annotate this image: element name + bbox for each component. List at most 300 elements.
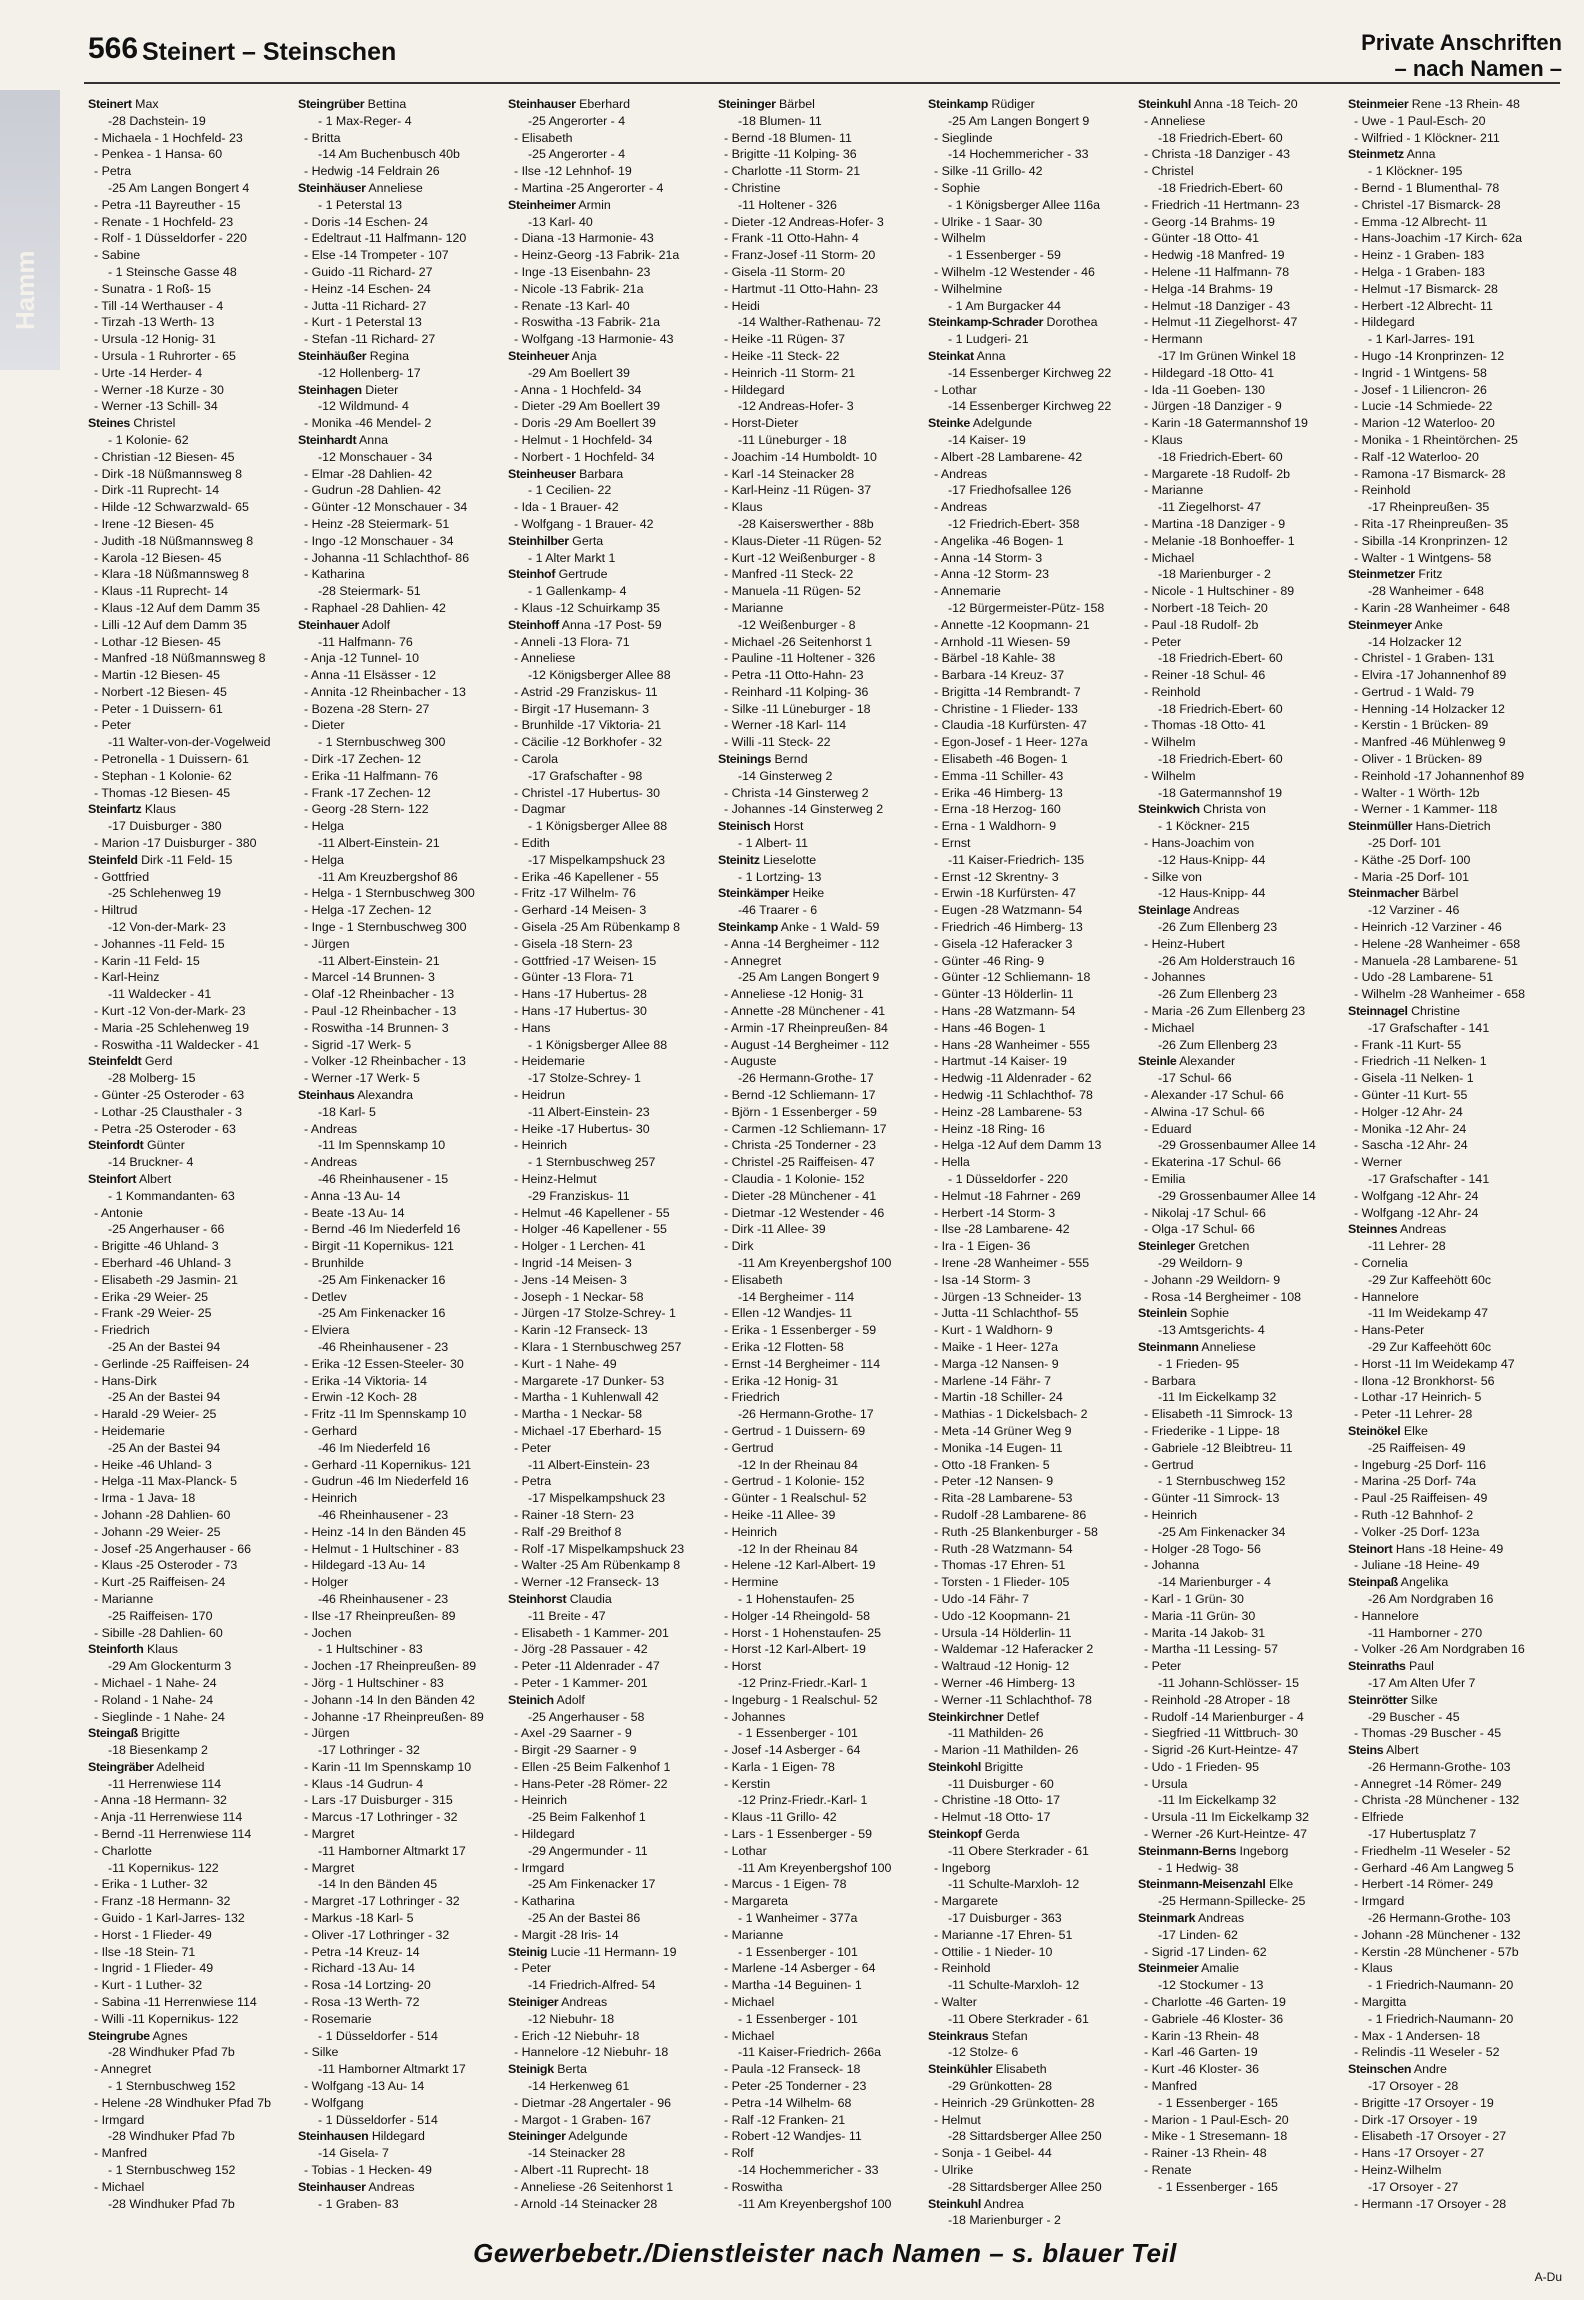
name-entry: - Heinz-Helmut — [514, 1172, 597, 1186]
name-entry: - Anna - 1 Hochfeld- 34 — [514, 382, 642, 397]
surname-entry — [1138, 1053, 1338, 1070]
page-title: Steinert – Steinschen — [142, 38, 397, 66]
name-entry: - Britta — [304, 130, 341, 145]
address-line: -11 Waldecker - 41 — [108, 987, 212, 1002]
address-line: - 1 Gallenkamp- 4 — [528, 584, 627, 599]
name-entry: - Edeltraut -11 Halfmann- 120 — [304, 231, 467, 246]
surname-entry — [508, 1944, 708, 1961]
name-entry: - Michael — [724, 2028, 775, 2043]
name-entry: - Christel -17 Hubertus- 30 — [514, 785, 660, 800]
address-line: -11 Schulte-Marxloh- 12 — [948, 1877, 1080, 1892]
address-line: -14 Steinacker 28 — [528, 2146, 626, 2161]
surname: Steinhaus — [298, 1088, 355, 1103]
name-entry: - Josef - 1 Liliencron- 26 — [1354, 382, 1487, 397]
name-entry: - Anja -11 Herrenwiese 114 — [94, 1810, 243, 1825]
entry-detail: Amalie — [1198, 1961, 1239, 1976]
section-heading-line-1: Private Anschriften — [1361, 30, 1562, 55]
name-entry: - Christa -28 Münchener - 132 — [1354, 1793, 1520, 1808]
name-entry: - Werner -18 Karl- 114 — [724, 718, 847, 733]
address-line: -25 Raiffeisen- 170 — [108, 1608, 213, 1623]
address-line: - 1 Hedwig- 38 — [1158, 1860, 1239, 1875]
surname: Steingaß — [88, 1726, 138, 1741]
surname-entry — [928, 1709, 1128, 1726]
name-entry: - Margitta — [1354, 1995, 1407, 2010]
name-entry: - Albert -28 Lambarene- 42 — [934, 449, 1083, 464]
surname-entry — [508, 1591, 708, 1608]
name-entry: - Armin -17 Rheinpreußen- 84 — [724, 1020, 888, 1035]
name-entry: - Kurt - 1 Waldhorn- 9 — [934, 1323, 1053, 1338]
section-heading-line-2: – nach Namen – — [1394, 56, 1562, 81]
name-entry: - Gisela -25 Am Rübenkamp 8 — [514, 920, 680, 935]
entry-detail: Detlef — [1003, 1709, 1040, 1724]
name-entry: - Kurt -12 Von-der-Mark- 23 — [94, 1004, 246, 1019]
address-line: - 1 Essenberger - 101 — [738, 1944, 858, 1959]
surname-entry — [508, 197, 708, 214]
name-entry: - Nicole - 1 Hultschiner - 89 — [1144, 584, 1295, 599]
name-entry: - Sabina -11 Herrenwiese 114 — [94, 1995, 257, 2010]
entry-detail: Sophie — [1186, 1306, 1229, 1321]
surname: Steinhardt — [298, 432, 357, 447]
address-line: -17 Hubertusplatz 7 — [1368, 1827, 1477, 1842]
name-entry: - Johannes -11 Feld- 15 — [94, 936, 225, 951]
name-entry: - Maike - 1 Heer- 127a — [934, 1339, 1058, 1354]
surname: Steinmetz — [1348, 147, 1404, 162]
name-entry: - Gottfried — [94, 869, 150, 884]
address-line: - 1 Hultschiner - 83 — [318, 1642, 423, 1657]
address-line: -17 Friedhofsallee 126 — [948, 483, 1072, 498]
surname: Steinheuer — [508, 348, 570, 363]
name-entry: - Jürgen -18 Danziger - 9 — [1144, 399, 1282, 414]
address-line: -11 Walter-von-der-Vogelweid — [108, 735, 271, 750]
name-entry: - Heinrich — [304, 1491, 358, 1506]
name-entry: - Raphael -28 Dahlien- 42 — [304, 600, 446, 615]
address-line: -11 Hamborner Altmarkt 17 — [318, 1843, 466, 1858]
name-entry: - Klara -18 Nüßmannsweg 8 — [94, 567, 249, 582]
name-entry: - Wolfgang -12 Ahr- 24 — [1354, 1188, 1479, 1203]
name-entry: - Karin -28 Wanheimer - 648 — [1354, 600, 1510, 615]
name-entry: - Helmut - 1 Hultschiner - 83 — [304, 1541, 459, 1556]
name-entry: - Udo -12 Koopmann- 21 — [934, 1608, 1071, 1623]
name-entry: - Bärbel -18 Kahle- 38 — [934, 651, 1056, 666]
name-entry: - Roland - 1 Nahe- 24 — [94, 1692, 214, 1707]
name-entry: - Günter -46 Ring- 9 — [934, 953, 1045, 968]
name-entry: - Irmgard — [1354, 1894, 1405, 1909]
name-entry: - Monika -14 Eugen- 11 — [934, 1440, 1063, 1455]
address-line: -29 Zur Kaffeehött 60c — [1368, 1272, 1492, 1287]
name-entry: - Sieglinde — [934, 130, 993, 145]
name-entry: - Otto -18 Franken- 5 — [934, 1457, 1050, 1472]
name-entry: - Antonie — [94, 1205, 143, 1220]
name-entry: - Hildegard -13 Au- 14 — [304, 1558, 426, 1573]
name-entry: - Marga -12 Nansen- 9 — [934, 1356, 1059, 1371]
name-entry: - Heinz-Wilhelm — [1354, 2163, 1442, 2178]
name-entry: - Elisabeth -11 Simrock- 13 — [1144, 1407, 1293, 1422]
name-entry: - Markus -18 Karl- 5 — [304, 1911, 414, 1926]
surname: Steinkraus — [928, 2028, 989, 2043]
surname: Steinkuhl — [1138, 97, 1192, 111]
name-entry: - Heike -17 Hubertus- 30 — [514, 1121, 650, 1136]
address-line: - 1 Düsseldorfer - 514 — [318, 2112, 438, 2127]
address-line: -11 Albert-Einstein- 21 — [318, 836, 440, 851]
name-entry: - Hermann — [1144, 332, 1203, 347]
name-entry: - Marion -17 Duisburger - 380 — [94, 836, 257, 851]
name-entry: - Heinrich — [514, 1793, 568, 1808]
name-entry: - Emma -12 Albrecht- 11 — [1354, 214, 1488, 229]
name-entry: - Ralf -12 Waterloo- 20 — [1354, 449, 1479, 464]
name-entry: - Martina -25 Angerorter - 4 — [514, 180, 664, 195]
surname: Steingrube — [88, 2028, 150, 2043]
name-entry: - Rudolf -14 Marienburger - 4 — [1144, 1709, 1304, 1724]
surname-entry — [508, 348, 708, 365]
name-entry: - Maria -26 Zum Ellenberg 23 — [1144, 1004, 1306, 1019]
name-entry: - Arnhold -11 Wiesen- 59 — [934, 634, 1071, 649]
name-entry: - Hildegard — [1354, 315, 1415, 330]
address-line: -11 Obere Sterkrader - 61 — [948, 2011, 1089, 2026]
name-entry: - Sibilla -14 Kronprinzen- 12 — [1354, 533, 1508, 548]
surname: Steinhäuser — [298, 180, 366, 195]
name-entry: - Diana -13 Harmonie- 43 — [514, 231, 654, 246]
name-entry: - Brigitte -46 Uhland- 3 — [94, 1239, 219, 1254]
name-entry: - Hildegard -18 Otto- 41 — [1144, 365, 1275, 380]
name-entry: - Horst - 1 Flieder- 49 — [94, 1927, 212, 1942]
name-entry: - Holger -28 Togo- 56 — [1144, 1541, 1261, 1556]
name-entry: - Brigitta -14 Rembrandt- 7 — [934, 684, 1081, 699]
name-entry: - Claudia - 1 Kolonie- 152 — [724, 1172, 865, 1186]
address-line: -18 Friedrich-Ebert- 60 — [1158, 701, 1283, 716]
entry-detail: Adelgunde — [565, 2129, 628, 2144]
name-entry: - Erwin -12 Koch- 28 — [304, 1390, 417, 1405]
surname-entry — [928, 2196, 1128, 2213]
name-entry: - Annette -28 Münchener - 41 — [724, 1004, 886, 1019]
name-entry: - Elisabeth — [514, 130, 573, 145]
entry-detail: Dorothea — [1043, 315, 1098, 330]
surname: Steinökel — [1348, 1423, 1401, 1438]
name-entry: - Hartmut -14 Kaiser- 19 — [934, 1054, 1067, 1069]
name-entry: - Sonja - 1 Geibel- 44 — [934, 2146, 1052, 2161]
entry-detail: Christine — [1407, 1004, 1460, 1019]
name-entry: - Werner -26 Kurt-Heintze- 47 — [1144, 1827, 1307, 1842]
name-entry: - Annegret — [94, 2062, 152, 2077]
name-entry: - Ruth -28 Watzmann- 54 — [934, 1541, 1073, 1556]
name-entry: - Herbert -14 Römer- 249 — [1354, 1877, 1494, 1892]
name-entry: - Annita -12 Rheinbacher - 13 — [304, 684, 466, 699]
footer-code: A-Du — [1534, 2270, 1562, 2284]
name-entry: - Ernst — [934, 836, 971, 851]
surname: Steinisch — [718, 819, 771, 834]
name-entry: - Klaus -12 Schuirkamp 35 — [514, 600, 661, 615]
name-entry: - Waldemar -12 Haferacker 2 — [934, 1642, 1094, 1657]
name-entry: - Dirk -17 Zechen- 12 — [304, 752, 422, 767]
name-entry: - Christa -18 Danziger - 43 — [1144, 147, 1290, 162]
name-entry: - Silke -11 Grillo- 42 — [934, 164, 1043, 179]
name-entry: - Barbara -14 Kreuz- 37 — [934, 668, 1065, 683]
surname-entry — [928, 1759, 1128, 1776]
entry-detail: Andrea — [981, 2196, 1024, 2211]
name-entry: - Inge -13 Eisenbahn- 23 — [514, 264, 651, 279]
surname-entry — [928, 1826, 1128, 1843]
name-entry: - Ingeborg — [934, 1860, 991, 1875]
name-entry: - Paul -12 Rheinbacher - 13 — [304, 1004, 457, 1019]
name-entry: - Margarete -18 Rudolf- 2b — [1144, 466, 1291, 481]
name-entry: - Walter - 1 Wörth- 12b — [1354, 785, 1480, 800]
name-entry: - Pauline -11 Holtener - 326 — [724, 651, 876, 666]
name-entry: - Petra — [514, 1474, 552, 1489]
name-entry: - Ernst -12 Skrentny- 3 — [934, 869, 1059, 884]
name-entry: - Olaf -12 Rheinbacher - 13 — [304, 987, 455, 1002]
address-line: -17 Mispelkampshuck 23 — [528, 852, 666, 867]
name-entry: - Manuela -28 Lambarene- 51 — [1354, 953, 1518, 968]
name-entry: - Hans -17 Orsoyer - 27 — [1354, 2146, 1485, 2161]
name-entry: - Norbert -12 Biesen- 45 — [94, 684, 227, 699]
name-entry: - Heidi — [724, 298, 760, 313]
address-line: - 1 Essenberger - 59 — [948, 248, 1061, 263]
surname-entry — [1138, 1910, 1338, 1927]
entry-detail: Gerda — [981, 1827, 1020, 1842]
name-entry: - Maria -11 Grün- 30 — [1144, 1608, 1256, 1623]
surname: Steinschen — [1348, 2062, 1412, 2077]
name-entry: - Helene -12 Karl-Albert- 19 — [724, 1558, 876, 1573]
name-entry: - Elisabeth -46 Bogen- 1 — [934, 752, 1068, 767]
name-entry: - Bernd - 1 Blumenthal- 78 — [1354, 180, 1500, 195]
name-entry: - Helene -28 Windhuker Pfad 7b — [94, 2095, 272, 2110]
name-entry: - Till -14 Werthauser - 4 — [94, 298, 224, 313]
name-entry: - Stefan -11 Richard- 27 — [304, 332, 436, 347]
entry-detail: Anna -18 Teich- 20 — [1191, 97, 1298, 111]
name-entry: - Peter — [514, 1440, 552, 1455]
name-entry: - Heike -46 Uhland- 3 — [94, 1457, 212, 1472]
name-entry: - Paula -12 Franseck- 18 — [724, 2062, 861, 2077]
address-line: -12 Prinz-Friedr.-Karl- 1 — [738, 1793, 868, 1808]
name-entry: - Ottilie - 1 Nieder- 10 — [934, 1944, 1053, 1959]
address-line: - 1 Königsberger Allee 116a — [948, 197, 1101, 212]
address-line: -25 Am Langen Bongert 9 — [738, 970, 880, 985]
name-entry: - Jürgen -17 Stolze-Schrey- 1 — [514, 1306, 676, 1321]
name-entry: - Barbara — [1144, 1373, 1196, 1388]
address-line: -12 In der Rheinau 84 — [738, 1457, 858, 1472]
name-entry: - Hedwig -14 Feldrain 26 — [304, 164, 440, 179]
entry-detail: Christel — [129, 416, 176, 431]
name-entry: - Karl - 1 Grün- 30 — [1144, 1591, 1244, 1606]
address-line: -11 Im Weidekamp 47 — [1368, 1306, 1489, 1321]
name-entry: - Wilhelm — [1144, 735, 1196, 750]
name-entry: - Heidrun — [514, 1088, 565, 1103]
surname-entry — [928, 2028, 1128, 2045]
entry-detail: Anneliese — [365, 180, 423, 195]
address-line: -11 Duisburger - 60 — [948, 1776, 1054, 1791]
address-line: -12 Stolze- 6 — [948, 2045, 1019, 2060]
address-line: -14 Gisela- 7 — [318, 2146, 389, 2161]
name-entry: - Jutta -11 Richard- 27 — [304, 298, 427, 313]
address-line: - 1 Königsberger Allee 88 — [528, 819, 668, 834]
address-line: -12 Monschauer - 34 — [318, 449, 433, 464]
name-entry: - Mathias - 1 Dickelsbach- 2 — [934, 1407, 1088, 1422]
name-entry: - Christel -25 Raiffeisen- 47 — [724, 1155, 875, 1170]
directory-columns — [88, 96, 1556, 2228]
address-line: - 1 Alter Markt 1 — [528, 550, 616, 565]
name-entry: - Hella — [934, 1155, 970, 1170]
surname: Steinmeier — [1348, 97, 1409, 111]
surname-entry — [1348, 1541, 1548, 1558]
entry-detail: Andreas — [558, 1995, 608, 2010]
name-entry: - Ingeburg -25 Dorf- 116 — [1354, 1457, 1487, 1472]
entry-detail: Anke — [1411, 617, 1443, 632]
address-line: -14 Hochemmericher - 33 — [738, 2163, 879, 2178]
name-entry: - Udo -14 Fähr- 7 — [934, 1591, 1030, 1606]
name-entry: - Jochen — [304, 1625, 352, 1640]
surname: Steinkühler — [928, 2062, 993, 2077]
name-entry: - Martin -12 Biesen- 45 — [94, 668, 221, 683]
name-entry: - Ira - 1 Eigen- 36 — [934, 1239, 1031, 1254]
name-entry: - Urte -14 Herder- 4 — [94, 365, 203, 380]
address-line: -18 Friedrich-Ebert- 60 — [1158, 651, 1283, 666]
name-entry: - Johann -28 Dahlien- 60 — [94, 1507, 231, 1522]
name-entry: - Monika - 1 Rheintörchen- 25 — [1354, 432, 1518, 447]
name-entry: - Sabine — [94, 248, 141, 263]
name-entry: - Günter -13 Flora- 71 — [514, 970, 634, 985]
name-entry: - Gottfried -17 Weisen- 15 — [514, 953, 657, 968]
name-entry: - Monika -12 Ahr- 24 — [1354, 1121, 1467, 1136]
name-entry: - Petra -25 Osteroder - 63 — [94, 1121, 236, 1136]
name-entry: - Udo -28 Lambarene- 51 — [1354, 970, 1494, 985]
surname-entry — [1138, 1339, 1338, 1356]
address-line: -46 Rheinhausener - 23 — [318, 1339, 449, 1354]
name-entry: - Annette -12 Koopmann- 21 — [934, 617, 1090, 632]
name-entry: - Gisela -18 Stern- 23 — [514, 936, 633, 951]
name-entry: - Helmut -11 Ziegelhorst- 47 — [1144, 315, 1298, 330]
name-entry: - Sigrid -26 Kurt-Heintze- 47 — [1144, 1743, 1299, 1758]
surname-entry — [718, 818, 918, 835]
surname-entry — [1348, 1221, 1548, 1238]
name-entry: - Lothar — [934, 382, 977, 397]
address-line: -11 Am Kreuzbergshof 86 — [318, 869, 458, 884]
address-line: -25 Beim Falkenhof 1 — [528, 1810, 646, 1825]
entry-detail: Elke — [1400, 1423, 1428, 1438]
surname: Steingrüber — [298, 97, 365, 111]
name-entry: - Erwin -18 Kurfürsten- 47 — [934, 886, 1076, 901]
name-entry: - Marlene -14 Fähr- 7 — [934, 1373, 1052, 1388]
name-entry: - Margot - 1 Graben- 167 — [514, 2112, 652, 2127]
name-entry: - Lothar -17 Heinrich- 5 — [1354, 1390, 1482, 1405]
name-entry: - Werner -46 Himberg- 13 — [934, 1675, 1075, 1690]
entry-detail: Max — [131, 97, 159, 111]
name-entry: - Birgit -17 Husemann- 3 — [514, 701, 649, 716]
name-entry: - Sunatra - 1 Roß- 15 — [94, 281, 212, 296]
side-tab-label: Hamm — [10, 250, 40, 330]
address-line: -29 Angermunder - 11 — [528, 1843, 648, 1858]
surname-entry — [718, 751, 918, 768]
surname-entry — [298, 180, 498, 197]
address-line: - 1 Graben- 83 — [318, 2196, 399, 2211]
surname-entry — [298, 96, 498, 113]
name-entry: - Hildegard — [514, 1827, 575, 1842]
name-entry: - Isa -14 Storm- 3 — [934, 1272, 1031, 1287]
name-entry: - Gertrud - 1 Wald- 79 — [1354, 684, 1475, 699]
address-line: - 1 Steinsche Gasse 48 — [108, 264, 237, 279]
name-entry: - Ellen -25 Beim Falkenhof 1 — [514, 1759, 671, 1774]
name-entry: - Kurt - 1 Nahe- 49 — [514, 1356, 617, 1371]
surname-entry — [508, 1994, 708, 2011]
name-entry: - Petra — [94, 164, 132, 179]
name-entry: - Else -14 Trompeter - 107 — [304, 248, 449, 263]
address-line: - 1 Peterstal 13 — [318, 197, 403, 212]
surname: Steinnagel — [1348, 1004, 1408, 1019]
name-entry: - Ingeburg - 1 Realschul- 52 — [724, 1692, 878, 1707]
directory-column — [1138, 96, 1338, 2194]
address-line: -28 Windhuker Pfad 7b — [108, 2196, 235, 2211]
name-entry: - Rita -28 Lambarene- 53 — [934, 1491, 1073, 1506]
entry-detail: Anna — [973, 348, 1006, 363]
page-header — [0, 0, 1584, 80]
name-entry: - Gerhard -46 Am Langweg 5 — [1354, 1860, 1514, 1875]
name-entry: - Johannes — [724, 1709, 786, 1724]
name-entry: - Heinz -28 Lambarene- 53 — [934, 1104, 1083, 1119]
name-entry: - Anna -11 Elsässer - 12 — [304, 668, 437, 683]
address-line: -11 Hamborner - 270 — [1368, 1625, 1483, 1640]
surname: Steinkwich — [1138, 802, 1200, 817]
name-entry: - Helga -14 Brahms- 19 — [1144, 281, 1273, 296]
surname-entry — [718, 885, 918, 902]
surname-entry — [1138, 1238, 1338, 1255]
name-entry: - Gertrud - 1 Duissern- 69 — [724, 1423, 866, 1438]
surname: Steinhilber — [508, 533, 569, 548]
name-entry: - Dietmar -12 Westender - 46 — [724, 1205, 885, 1220]
name-entry: - Ekaterina -17 Schul- 66 — [1144, 1155, 1282, 1170]
surname-entry — [1138, 1960, 1338, 1977]
name-entry: - Heinrich -29 Grünkotten- 28 — [934, 2095, 1095, 2110]
surname: Steinlage — [1138, 903, 1191, 918]
address-line: -14 Am Buchenbusch 40b — [318, 147, 460, 162]
name-entry: - Wilhelm -28 Wanheimer - 658 — [1354, 987, 1525, 1002]
name-entry: - Ingrid - 1 Flieder- 49 — [94, 1961, 214, 1976]
name-entry: - Dirk -11 Ruprecht- 14 — [94, 483, 220, 498]
name-entry: - Ruth -12 Bahnhof- 2 — [1354, 1507, 1474, 1522]
address-line: - 1 Sternbuschweg 152 — [108, 2163, 236, 2178]
surname-entry — [1348, 146, 1548, 163]
address-line: -11 Hamborner Altmarkt 17 — [318, 2062, 466, 2077]
name-entry: - Relindis -11 Weseler - 52 — [1354, 2045, 1500, 2060]
surname-entry — [88, 2028, 288, 2045]
name-entry: - Herbert -12 Albrecht- 11 — [1354, 298, 1493, 313]
name-entry: - Ralf -29 Breithof 8 — [514, 1524, 622, 1539]
name-entry: - Marion - 1 Paul-Esch- 20 — [1144, 2112, 1289, 2127]
directory-column — [298, 96, 498, 2211]
address-line: -25 Am Finkenacker 16 — [318, 1306, 446, 1321]
surname: Steinkamp-Schrader — [928, 315, 1044, 330]
surname: Steinmeier — [1138, 1961, 1199, 1976]
name-entry: - Irmgard — [94, 2112, 145, 2127]
name-entry: - Renate -13 Karl- 40 — [514, 298, 630, 313]
surname-entry — [508, 617, 708, 634]
name-entry: - Udo - 1 Frieden- 95 — [1144, 1759, 1260, 1774]
name-entry: - Heike -11 Allee- 39 — [724, 1507, 836, 1522]
surname: Steinmacher — [1348, 886, 1420, 901]
surname: Steinlein — [1138, 1306, 1187, 1321]
name-entry: - Gisela -12 Haferacker 3 — [934, 936, 1073, 951]
name-entry: - Holger -14 Rheingold- 58 — [724, 1608, 871, 1623]
entry-detail: Adelheid — [153, 1759, 205, 1774]
name-entry: - Wilfried - 1 Klöckner- 211 — [1354, 130, 1500, 145]
name-entry: - Ursula -11 Im Eickelkamp 32 — [1144, 1810, 1310, 1825]
surname-entry — [928, 96, 1128, 113]
address-line: -14 Bruckner- 4 — [108, 1155, 194, 1170]
surname: Steinort — [1348, 1541, 1393, 1556]
name-entry: - Hildegard — [724, 382, 785, 397]
name-entry: - Manuela -11 Rügen- 52 — [724, 584, 861, 599]
name-entry: - Christian -12 Biesen- 45 — [94, 449, 235, 464]
name-entry: - Margarete -17 Dunker- 53 — [514, 1373, 665, 1388]
entry-detail: Anna -17 Post- 59 — [558, 617, 662, 632]
name-entry: - Martha - 1 Neckar- 58 — [514, 1407, 643, 1422]
